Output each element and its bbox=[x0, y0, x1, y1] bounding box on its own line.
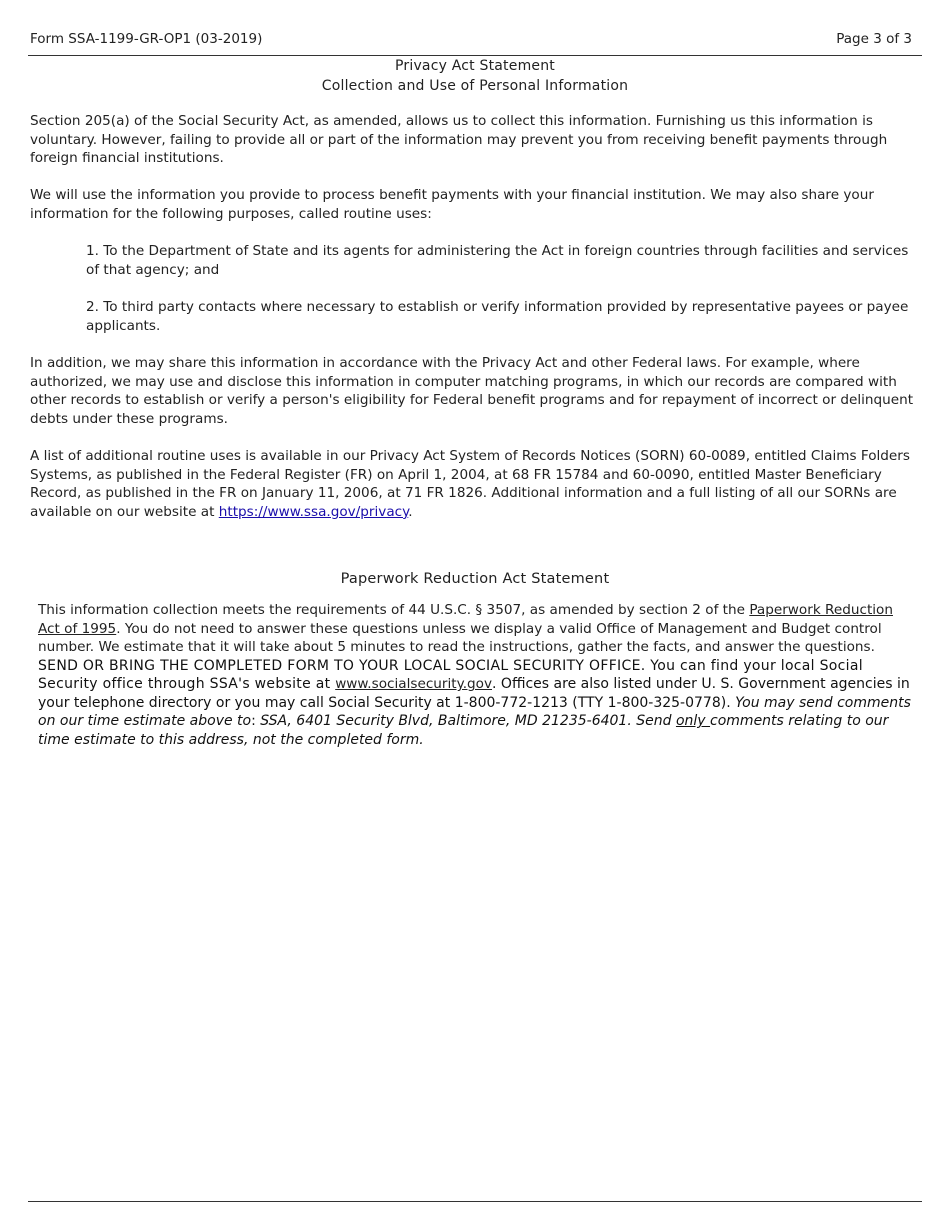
pra-offices-text: . Offices are also listed under U. S. Government agencies in your telephone directory or you may call Social Security at 1-800-772-1213 (TTY 1-800-325-0778). bbox=[38, 676, 910, 711]
privacy-link[interactable]: https://www.ssa.gov/privacy bbox=[218, 503, 409, 520]
form-id: Form SSA-1199-GR-OP1 (03-2019) bbox=[30, 31, 263, 47]
pra-send-instruction: SEND OR BRING THE COMPLETED FORM TO YOUR LOCAL SOCIAL SECURITY OFFICE. You can find your local Social Security office through SSA's website at bbox=[38, 657, 863, 692]
privacy-act-title: Privacy Act Statement bbox=[395, 58, 555, 74]
page-header bbox=[30, 31, 912, 53]
page-number: Page 3 of 3 bbox=[836, 31, 912, 47]
privacy-act-subtitle: Collection and Use of Personal Information bbox=[321, 78, 629, 94]
pra-sentence-1: This information collection meets the requirements of 44 U.S.C. § 3507, as amended by section 2 of the bbox=[38, 602, 750, 618]
privacy-paragraph-uses: We will use the information you provide to process benefit payments with your financial institution. We may also share your information for the following purposes, called routine uses: bbox=[30, 187, 874, 222]
pra-act-link[interactable]: Paperwork Reduction Act of 1995 bbox=[38, 602, 893, 637]
paperwork-act-title: Paperwork Reduction Act Statement bbox=[340, 571, 610, 587]
pra-address: SSA, 6401 Security Blvd, Baltimore, MD 21235-6401. Send bbox=[260, 713, 676, 729]
pra-colon: : bbox=[251, 713, 261, 729]
pra-comments-text: You may send comments on our time estimate above to bbox=[38, 694, 911, 729]
sorn-text: A list of additional routine uses is available in our Privacy Act System of Records Notices (SORN) 60-0089, entitled Claims Folders Systems, as published in the Federal Register (FR) on April 1, 2004, at 68 FR 15784 and 60-0090, entitled Master Beneficiary Record, as published in the FR on January 11, 2006, at 71 FR 1826. Additional information and a full listing of all our SORNs are available on our website at bbox=[30, 448, 910, 520]
privacy-paragraph-sorn bbox=[30, 447, 915, 521]
pra-only: only bbox=[675, 713, 711, 729]
privacy-paragraph-authority: Section 205(a) of the Social Security Act, as amended, allows us to collect this information. Furnishing us this information is voluntary. However, failing to provide all or part of the information may prevent you from receiving benefit payments through foreign financial institutions. bbox=[30, 113, 888, 167]
routine-use-item-2: 2. To third party contacts where necessary to establish or verify information provided by representative payees or payee applicants. bbox=[86, 299, 909, 334]
pra-closing: comments relating to our time estimate to this address, not the completed form. bbox=[38, 713, 889, 748]
privacy-act-heading bbox=[0, 56, 950, 96]
routine-use-item-1: 1. To the Department of State and its agents for administering the Act in foreign countries through facilities and services of that agency; and bbox=[86, 243, 909, 278]
pra-sentence-2: . You do not need to answer these questions unless we display a valid Office of Management and Budget control number. We estimate that it will take about 5 minutes to read the instructions, gather the facts, and answer the questions. bbox=[38, 620, 882, 655]
sorn-end: . bbox=[408, 503, 413, 520]
paperwork-paragraph bbox=[38, 601, 913, 749]
privacy-paragraph-matching: In addition, we may share this information in accordance with the Privacy Act and other Federal laws. For example, where authorized, we may use and disclose this information in computer matching programs, in which our records are compared with other records to establish or verify a person's eligibility for Federal benefit programs and for repayment of incorrect or delinquent debts under these programs. bbox=[30, 355, 914, 427]
footer-divider bbox=[28, 1201, 922, 1202]
socialsecurity-link[interactable]: www.socialsecurity.gov bbox=[335, 676, 493, 692]
